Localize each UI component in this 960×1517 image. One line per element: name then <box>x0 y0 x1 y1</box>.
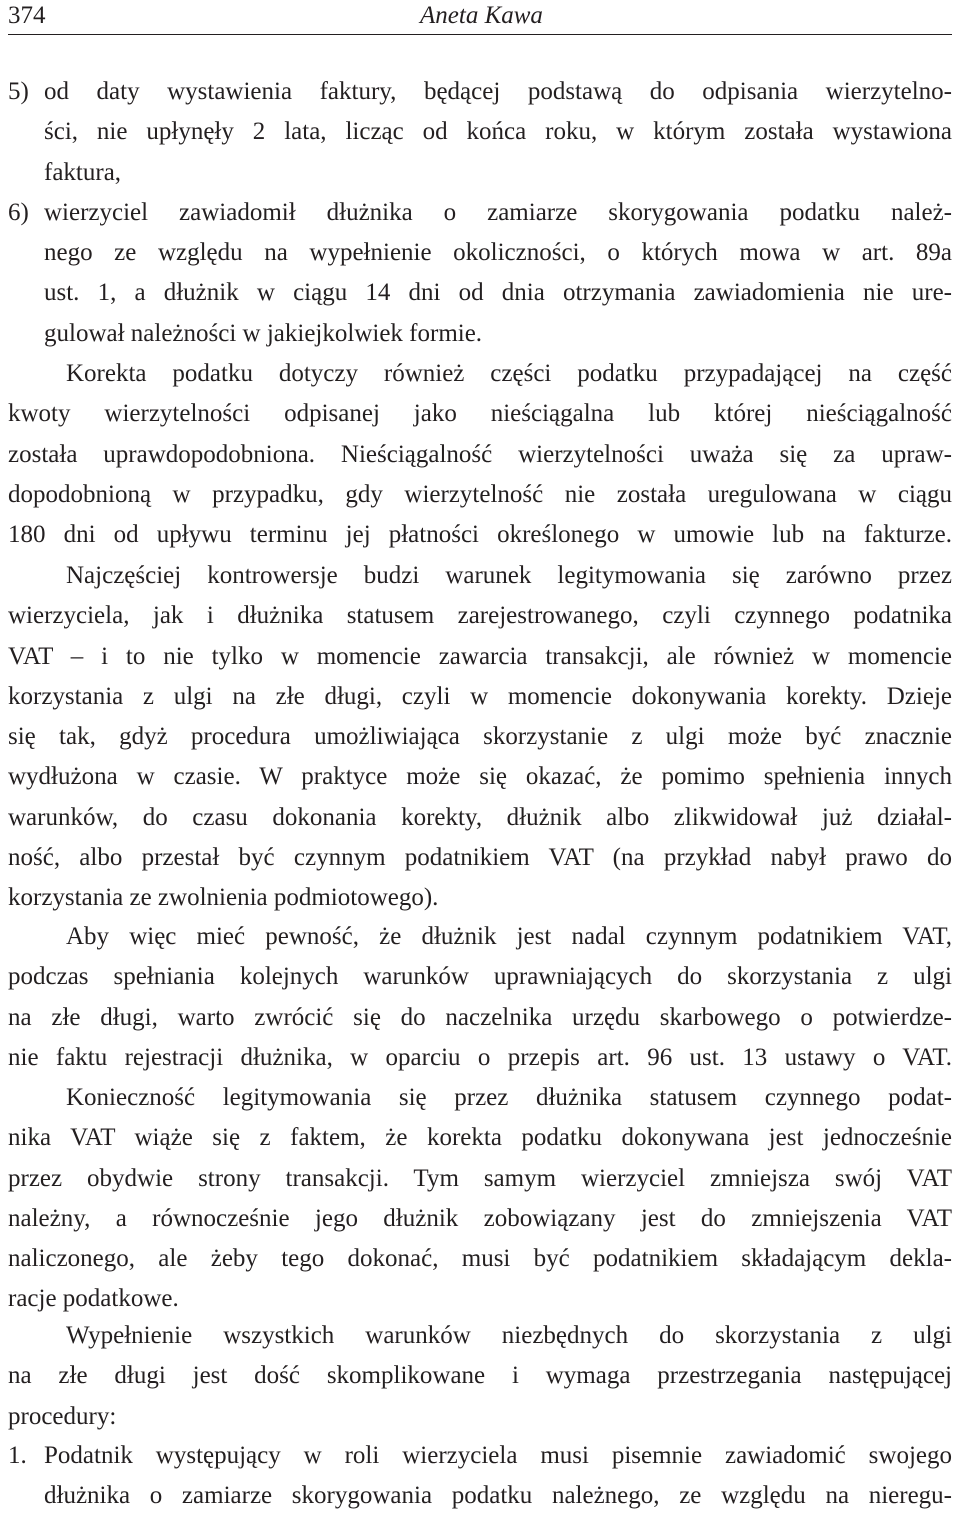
text-line: kwoty wierzytelności odpisanej jako nieściągalna lub której nieściągalność <box>8 400 952 428</box>
text-line: nie faktu rejestracji dłużnika, w oparciu o przepis art. 96 ust. 13 ustawy o VAT. <box>8 1043 952 1071</box>
text-line: Najczęściej kontrowersje budzi warunek legitymowania się zarówno przez <box>66 562 952 589</box>
list-marker: 6) <box>8 198 29 226</box>
text-line: wydłużona w czasie. W praktyce może się okazać, że pomimo spełnienia innych <box>8 763 952 791</box>
page-number: 374 <box>8 2 46 29</box>
text-line: nika VAT wiąże się z faktem, że korekta podatku dokonywana jest jednocześnie <box>8 1124 952 1152</box>
text-line: VAT – i to nie tylko w momencie zawarcia transakcji, ale również w momencie <box>8 642 952 670</box>
text-line: nego ze względu na wypełnienie okoliczności, o których mowa w art. 89a <box>44 239 952 267</box>
paragraph-4 <box>8 1078 952 1320</box>
text-line: 6) wierzyciel zawiadomił dłużnika o zamiarze skorygowania podatku należ- <box>8 193 952 233</box>
text-line: korzystania z ulgi na złe długi, czyli w momencie dokonywania korekty. Dzieje <box>8 682 952 710</box>
text-line: podczas spełniania kolejnych warunków uprawniających do skorzystania z ulgi <box>8 963 952 991</box>
text-line: dłużnika o zamiarze skorygowania podatku należnego, ze względu na nieregu- <box>44 1482 952 1510</box>
running-header <box>8 0 952 35</box>
paragraph-3 <box>8 917 952 1078</box>
text-line: wierzyciela, jak i dłużnika statusem zarejestrowanego, czyli czynnego podatnika <box>8 602 952 630</box>
text-line: na złe długi jest dość skomplikowane i wymaga przestrzegania następującej <box>8 1362 952 1390</box>
text-line: korzystania ze zwolnienia podmiotowego). <box>8 884 439 912</box>
text-line: 180 dni od upływu terminu jej płatności określonego w umowie lub na fakturze. <box>8 521 952 549</box>
text-line: warunków, do czasu dokonania korekty, dłużnik albo zlikwidował już działal- <box>8 803 952 831</box>
text-line: przez obydwie strony transakcji. Tym samym wierzyciel zmniejsza swój VAT <box>8 1164 952 1192</box>
text-line: się tak, gdyż procedura umożliwiająca skorzystanie z ulgi może być znacznie <box>8 723 952 751</box>
text-line: faktura, <box>44 158 122 186</box>
text-line: racje podatkowe. <box>8 1285 179 1313</box>
text-line: Konieczność legitymowania się przez dłużnika statusem czynnego podat- <box>66 1084 952 1111</box>
list-marker: 5) <box>8 78 29 105</box>
text-line: na złe długi, warto zwrócić się do naczelnika urzędu skarbowego o potwierdze- <box>8 1003 952 1031</box>
list-marker: 1. <box>8 1442 27 1469</box>
text-line: została uprawdopodobniona. Nieściągalność wierzytelności uważa się za upraw- <box>8 440 952 468</box>
text-line: Aby więc mieć pewność, że dłużnik jest nadal czynnym podatnikiem VAT, <box>66 923 952 950</box>
list-item-6 <box>8 193 952 354</box>
text-line: 1. Podatnik występujący w roli wierzyciela musi pisemnie zawiadomić swojego <box>8 1436 952 1476</box>
list-bottom <box>8 1436 952 1517</box>
text-line: procedury: <box>8 1402 117 1430</box>
text-line: Wypełnienie wszystkich warunków niezbędnych do skorzystania z ulgi <box>66 1322 952 1349</box>
paragraph-5 <box>8 1316 952 1437</box>
text-line: ust. 1, a dłużnik w ciągu 14 dni od dnia otrzymania zawiadomienia nie ure- <box>44 279 952 307</box>
list-item-5 <box>8 72 952 193</box>
text-line: naliczonego, ale żeby tego dokonać, musi być podatnikiem składającym dekla- <box>8 1245 952 1273</box>
text-line: ści, nie upłynęły 2 lata, licząc od końca roku, w którym została wystawiona <box>44 118 952 146</box>
text-line: należny, a równocześnie jego dłużnik zobowiązany jest do zmniejszenia VAT <box>8 1204 952 1232</box>
text-line: ność, albo przestał być czynnym podatnikiem VAT (na przykład nabył prawo do <box>8 844 952 872</box>
paragraph-1 <box>8 354 952 555</box>
text-line: 5) od daty wystawienia faktury, będącej podstawą do odpisania wierzytelno- <box>8 72 952 112</box>
paragraph-2 <box>8 556 952 919</box>
running-head-author: Aneta Kawa <box>420 2 543 29</box>
text-line: dopodobnioną w przypadku, gdy wierzytelność nie została uregulowana w ciągu <box>8 480 952 508</box>
text-line: Korekta podatku dotyczy również części podatku przypadającej na część <box>66 360 952 387</box>
text-line: gulował należności w jakiejkolwiek formie. <box>44 319 483 347</box>
list-top <box>8 72 952 354</box>
list-item-1 <box>8 1436 952 1517</box>
